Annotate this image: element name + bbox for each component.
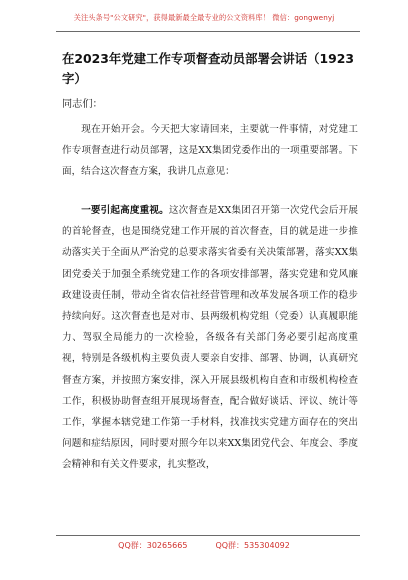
paragraph-lead-heading: 一要引起高度重视。 [81,205,169,216]
footer-divider [56,535,360,536]
header-banner: 关注头条号"公文研究"，获得最新最全最专业的公文资料库！ 微信：gongwenyj [73,13,335,22]
qq-group-1: QQ群：30265665 [118,541,188,550]
document-title: 在2023年党建工作专项督查动员部署会讲话（1923字） [62,51,355,86]
header-divider [56,31,360,32]
salutation: 同志们： [62,99,103,110]
paragraph-text: 这次督查是XX集团召开第一次党代会后开展的首轮督查，也是围绕党建工作开展的首次督查，目的就是进一步推动落实关于全面从严治党的总要求落实省委有关决策部署，落实XX集团党委关于加强全系统党建工作的各项安排部署，落实党建和党风廉政建设责任制，带动全省农信社经营管理和改革发展各项工作的稳步持续向好。这次督查也是对市、县两级机构党组（党委）认真履职能力、驾驭全局能力的一次检验，各级各有关部门务必要引起高度重视，特别是各级机构主要负责人要亲自安排、部署、协调，认真研究督查方案，并按照方案安排，深入开展县级机构自查和市级机构检查工作，积极协助督查组开展现场督查，配合做好谈话、评议、统计等工作，掌握本辖党建工作第一手材料，找准找实党建方面存在的突出问题和症结原因，同时要对照今年以来XX集团党代会、年度会、季度会精神和有关文件要求，扎实整改， [62,205,358,471]
paragraph-text: 现在开始开会。今天把大家请回来，主要就一件事情，对党建工作专项督查进行动员部署，这是XX集团党委作出的一项重要部署。下面，结合这次督查方案，我讲几点意见： [62,124,358,178]
paragraph-point-one [62,200,358,530]
paragraph-opening [62,119,358,183]
qq-group-2: QQ群：535304092 [215,541,290,550]
footer-contacts [0,540,408,551]
